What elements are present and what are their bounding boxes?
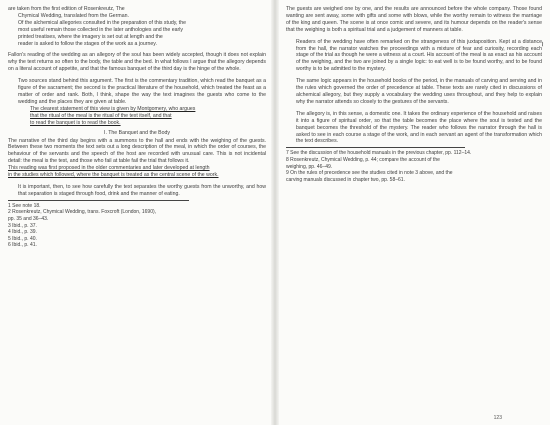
paragraph: Readers of the wedding have often remarked on the strangeness of this juxtaposition. Kept at a distance from the hall, the narrator watches the proceedings with a mixture of fear and curiosity, recording each stage of the trial as though he were a witness at a court. His account of the meal is as exact as his account of the weighing, and the two are joined by a single logic: to eat well is to be found worthy, and to be found worthy is to be admitted to the mystery.: [296, 38, 542, 73]
footnote: 7 See the discussion of the household manuals in the previous chapter, pp. 112–14.: [286, 150, 472, 157]
footnote: 6 Ibid., p. 41.: [8, 242, 37, 249]
left-page-text: [8, 6, 266, 249]
right-page-text: [286, 6, 542, 183]
underlined-line: in the studies which followed, where the banquet is treated as the central scene of the work.: [8, 172, 219, 179]
footnote-divider: [286, 147, 465, 148]
page-number: 123: [493, 415, 502, 421]
paragraph: The narrative of the third day begins with a summons to the hall and ends with the weighing of the guests. Between these two moments the text sets out a long description of the meal, in which the order of courses, the behaviour of the servants and the speech of the host are recorded with unusual care. This is not incidental detail: the meal is the test, and those who fail at table fail the trial that follows it.: [8, 137, 266, 165]
section-heading: I. The Banquet and the Body: [104, 129, 170, 136]
paragraph: Fallon's reading of the wedding as an allegory of the soul has been widely accepted, though it does not explain why the text returns so often to the body, the table and the bed. In what follows I argue that the allegory depends on a literal account of appetite, and that the famous banquet of the third day is the hinge of the whole.: [8, 52, 266, 73]
underlined-line: that the ritual of the meal is the ritual of the text itself, and that: [30, 112, 172, 119]
text-line: Chymical Wedding, translated from the German.: [18, 12, 129, 19]
paragraph: Two sources stand behind this argument. The first is the commentary tradition, which read the banquet as a figure of the sacrament; the second is the practical literature of the household, which treated the feast as a matter of order and rank. Both, I think, shape the way the text imagines the guests who come to the wedding and the places they are given at table.: [18, 78, 266, 105]
footnote: 5 Ibid., p. 40.: [8, 235, 37, 242]
text-line: are taken from the first edition of Rosenkreutz, The: [8, 6, 125, 12]
footnote: 2 Rosenkreutz, Chymical Wedding, trans. Foxcroft (London, 1690),: [8, 209, 157, 216]
footnote: 4 Ibid., p. 39.: [8, 229, 37, 236]
footnote: weighing, pp. 46–49.: [286, 163, 333, 170]
footnote: carving manuals discussed in chapter two, pp. 58–61.: [286, 176, 405, 183]
footnote: pp. 35 and 36–43.: [8, 215, 49, 222]
underlined-line: The clearest statement of this view is given by Montgomery, who argues: [30, 105, 196, 112]
paragraph: The guests are weighed one by one, and the results are announced before the whole company. Those found wanting are sent away, some with gifts and some with blows, while the worthy remain to witness the marriage of the king and queen. The scene is at once comic and severe, and its humour depends on the reader's sense that the weighing is both a spiritual trial and a judgement of manners at table.: [286, 6, 542, 33]
paragraph: The same logic appears in the household books of the period, in the manuals of carving and serving and in the rules which governed the order of precedence at table. These texts are rarely cited in discussions of alchemical allegory, but they supply a vocabulary the wedding uses throughout, and they help to explain why the narrator attends so closely to the gestures of the servants.: [296, 78, 542, 105]
footnote: 8 Rosenkreutz, Chymical Wedding, p. 44; compare the account of the: [286, 156, 440, 163]
footnote: 3 Ibid., p. 37.: [8, 222, 37, 229]
footnote: 1 See note 18.: [8, 202, 41, 209]
text-line: most useful remain those collected in the later anthologies and the early: [18, 26, 183, 33]
text-line: Of the alchemical allegories consulted in the preparation of this study, the: [18, 19, 187, 26]
paragraph: It is important, then, to see how carefully the text separates the worthy guests from the unworthy, and how that separation is staged through food, drink and the manner of eating.: [18, 183, 266, 197]
margin-annotation: ~: [538, 41, 547, 47]
footnote-divider: [8, 200, 189, 201]
text-line: reader is asked to follow the stages of the work as a journey.: [18, 40, 157, 47]
paragraph: The allegory is, in this sense, a domestic one. It takes the ordinary experience of the household and raises it into a figure of spiritual order, so that the table becomes the place where the soul is tested and the banquet becomes the threshold of the mystery. The reader who follows the narrator through the hall is asked to see in each course a stage of the work, and in each servant an agent of the transformation which the text describes.: [296, 110, 542, 145]
underlined-line: This reading was first proposed in the older commentaries and later developed at length: [8, 165, 210, 172]
left-page: [0, 0, 272, 425]
text-line: printed treatises, where the imagery is set out at length and the: [18, 33, 163, 40]
footnote: 9 On the rules of precedence see the studies cited in note 3 above, and the: [286, 170, 453, 177]
right-page: [278, 0, 550, 425]
underlined-line: to read the banquet is to read the book.: [30, 119, 121, 126]
